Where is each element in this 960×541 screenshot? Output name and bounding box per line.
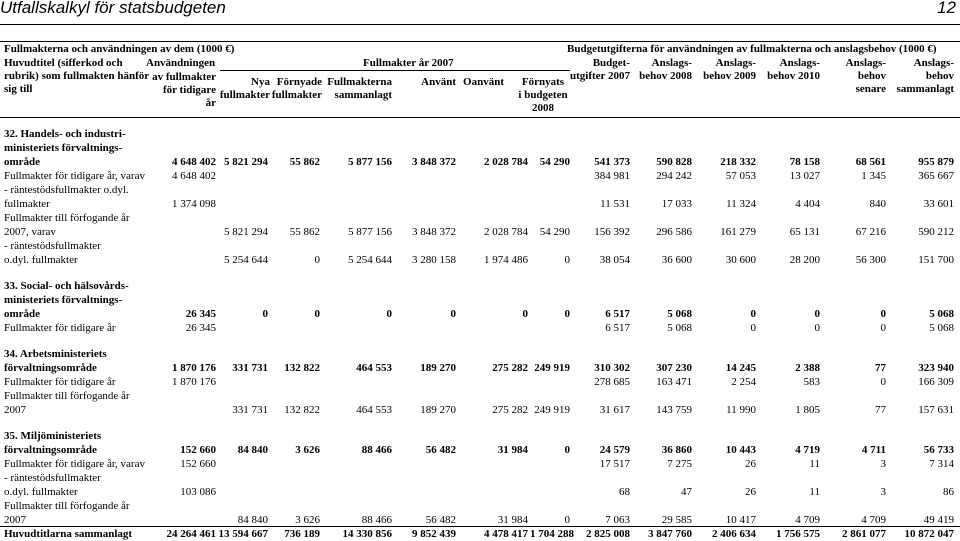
table-cell: 464 553	[356, 362, 392, 374]
table-cell: 541 373	[594, 156, 630, 168]
table-cell: 65 131	[789, 226, 820, 238]
table-cell: 0	[814, 308, 820, 320]
col-header-9: Anslags- behov 2008	[639, 57, 692, 82]
table-cell: 590 828	[656, 156, 692, 168]
table-cell: 77	[875, 362, 886, 374]
row-label: Fullmakter till förfogande år	[4, 390, 130, 402]
header-top-rule	[0, 41, 960, 42]
table-cell: 9 852 439	[412, 528, 456, 540]
row-label: förvaltningsområde	[4, 362, 97, 374]
table-cell: 307 230	[656, 362, 692, 374]
row-label: - räntestödsfullmakter	[4, 472, 101, 484]
row-label: 32. Handels- och industri-	[4, 128, 126, 140]
table-cell: 5 068	[667, 322, 692, 334]
table-cell: 6 517	[605, 322, 630, 334]
row-label: Fullmakter till förfogande år	[4, 500, 130, 512]
table-cell: 56 482	[425, 514, 456, 526]
table-cell: 1 704 288	[530, 528, 574, 540]
fullmakter-2007-label: Fullmakter år 2007	[363, 57, 454, 69]
table-cell: 26 345	[185, 322, 216, 334]
table-cell: 1 374 098	[172, 198, 216, 210]
table-cell: 151 700	[918, 254, 954, 266]
col-header-1: av fullmakter för tidigare år	[152, 71, 216, 109]
table-cell: 132 822	[284, 362, 320, 374]
table-cell: 2 028 784	[484, 226, 528, 238]
table-cell: 1 870 176	[172, 362, 216, 374]
table-cell: 56 482	[425, 444, 456, 456]
table-cell: 14 330 856	[342, 528, 392, 540]
table-cell: 30 600	[725, 254, 756, 266]
table-cell: 5 254 644	[224, 254, 268, 266]
table-cell: 56 300	[855, 254, 886, 266]
table-cell: 310 302	[594, 362, 630, 374]
table-cell: 36 860	[661, 444, 692, 456]
table-cell: 103 086	[180, 486, 216, 498]
table-cell: 0	[314, 308, 320, 320]
table-cell: 0	[564, 444, 570, 456]
table-cell: 11	[809, 486, 820, 498]
table-cell: 189 270	[420, 362, 456, 374]
usage-label: Användningen	[146, 57, 216, 69]
header-bottom-rule	[0, 117, 960, 118]
table-cell: 2 388	[795, 362, 820, 374]
table-cell: 1 805	[795, 404, 820, 416]
table-cell: 31 984	[497, 514, 528, 526]
table-cell: 323 940	[918, 362, 954, 374]
table-cell: 67 216	[855, 226, 886, 238]
table-cell: 331 731	[232, 404, 268, 416]
col-header-8: Budget- utgifter 2007	[570, 57, 630, 82]
table-cell: 17 033	[661, 198, 692, 210]
table-cell: 161 279	[720, 226, 756, 238]
row-label: Fullmakter till förfogande år	[4, 212, 130, 224]
table-cell: 5 068	[929, 308, 954, 320]
row-label: Fullmakter för tidigare år, varav	[4, 170, 145, 182]
row-label: Fullmakter för tidigare år	[4, 376, 116, 388]
table-cell: 1 974 486	[484, 254, 528, 266]
page-title: Utfallskalkyl för statsbudgeten	[0, 0, 226, 17]
table-cell: 0	[814, 322, 820, 334]
header-right-title: Budgetutgifterna för användningen av fullmakterna och anslagsbehov (1000 €)	[567, 43, 937, 55]
table-cell: 365 667	[918, 170, 954, 182]
table-cell: 0	[564, 514, 570, 526]
table-cell: 11 990	[726, 404, 756, 416]
table-cell: 38 054	[599, 254, 630, 266]
table-cell: 36 600	[661, 254, 692, 266]
table-cell: 296 586	[656, 226, 692, 238]
table-cell: 3 626	[295, 514, 320, 526]
col-header-5: Använt	[421, 76, 456, 88]
table-cell: 88 466	[361, 444, 392, 456]
table-cell: 7 063	[605, 514, 630, 526]
table-cell: 5 068	[667, 308, 692, 320]
row-label: område	[4, 308, 41, 320]
table-cell: 249 919	[534, 404, 570, 416]
row-label: område	[4, 156, 41, 168]
row-label: ministeriets förvaltnings-	[4, 142, 123, 154]
row-label: Fullmakter för tidigare år	[4, 322, 116, 334]
row-label: fullmakter	[4, 198, 50, 210]
table-cell: 0	[314, 254, 320, 266]
table-cell: 840	[869, 198, 886, 210]
table-cell: 0	[750, 308, 756, 320]
table-cell: 3	[880, 486, 886, 498]
table-cell: 26 345	[185, 308, 216, 320]
table-cell: 7 275	[667, 458, 692, 470]
row-label: o.dyl. fullmakter	[4, 254, 78, 266]
table-cell: 132 822	[284, 404, 320, 416]
table-cell: 278 685	[594, 376, 630, 388]
table-cell: 4 709	[795, 514, 820, 526]
table-cell: 47	[681, 486, 692, 498]
col-header-0: Huvudtitel (sifferkod och rubrik) som fullmakten hänför sig till	[4, 57, 150, 95]
col-header-6: Oanvänt	[463, 76, 504, 88]
table-cell: 17 517	[599, 458, 630, 470]
table-cell: 157 631	[918, 404, 954, 416]
table-cell: 2 825 008	[586, 528, 630, 540]
table-cell: 5 877 156	[348, 156, 392, 168]
table-cell: 590 212	[918, 226, 954, 238]
table-cell: 77	[875, 404, 886, 416]
table-cell: 49 419	[923, 514, 954, 526]
table-cell: 10 443	[725, 444, 756, 456]
table-cell: 56 733	[923, 444, 954, 456]
table-cell: 68	[619, 486, 630, 498]
table-cell: 13 027	[789, 170, 820, 182]
table-cell: 26	[745, 458, 756, 470]
row-label: 2007, varav	[4, 226, 56, 238]
table-cell: 5 877 156	[348, 226, 392, 238]
row-label: förvaltningsområde	[4, 444, 97, 456]
table-cell: 0	[450, 308, 456, 320]
col-header-7: Förnyats i budgeten 2008	[518, 76, 568, 114]
table-cell: 29 585	[661, 514, 692, 526]
table-cell: 218 332	[720, 156, 756, 168]
row-label: 2007	[4, 514, 26, 526]
table-cell: 31 984	[497, 444, 528, 456]
table-cell: 0	[386, 308, 392, 320]
table-cell: 4 478 417	[484, 528, 528, 540]
row-label: Fullmakter för tidigare år, varav	[4, 458, 145, 470]
table-cell: 736 189	[284, 528, 320, 540]
col-header-12: Anslags- behov senare	[845, 57, 886, 95]
table-cell: 5 821 294	[224, 156, 268, 168]
table-cell: 10 417	[725, 514, 756, 526]
header-rule	[0, 24, 960, 25]
row-label: 33. Social- och hälsovårds-	[4, 280, 129, 292]
table-cell: 156 392	[594, 226, 630, 238]
table-cell: 4 404	[795, 198, 820, 210]
row-label: 2007	[4, 404, 26, 416]
table-cell: 275 282	[492, 362, 528, 374]
table-cell: 275 282	[492, 404, 528, 416]
table-cell: 0	[262, 308, 268, 320]
header-left-title: Fullmakterna och användningen av dem (1000 €)	[4, 43, 235, 55]
table-cell: 0	[564, 308, 570, 320]
table-cell: 3 848 372	[412, 156, 456, 168]
table-cell: 7 314	[929, 458, 954, 470]
row-label: o.dyl. fullmakter	[4, 486, 78, 498]
table-cell: 13 594 667	[218, 528, 268, 540]
table-cell: 3 626	[295, 444, 320, 456]
table-cell: 3 848 372	[412, 226, 456, 238]
table-cell: 11	[809, 458, 820, 470]
table-cell: 11 324	[726, 198, 756, 210]
col-header-4: Fullmakterna sammanlagt	[327, 76, 392, 101]
table-cell: 54 290	[539, 226, 570, 238]
table-cell: 0	[880, 308, 886, 320]
col-header-2: Nya fullmakter	[219, 76, 270, 101]
table-cell: 84 840	[237, 514, 268, 526]
table-cell: 143 759	[656, 404, 692, 416]
row-label: - räntestödsfullmakter	[4, 240, 101, 252]
table-cell: 1 756 575	[776, 528, 820, 540]
table-cell: 955 879	[918, 156, 954, 168]
col-header-11: Anslags- behov 2010	[767, 57, 820, 82]
col-header-13: Anslags- behov sammanlagt	[896, 57, 954, 95]
page-number: 12	[937, 0, 956, 17]
fullmakter-2007-rule	[220, 70, 570, 71]
row-label: 34. Arbetsministeriets	[4, 348, 107, 360]
table-cell: 4 709	[861, 514, 886, 526]
row-label: 35. Miljöministeriets	[4, 430, 102, 442]
table-cell: 3 280 158	[412, 254, 456, 266]
table-cell: 14 245	[725, 362, 756, 374]
table-cell: 68 561	[855, 156, 886, 168]
table-cell: 189 270	[420, 404, 456, 416]
table-cell: 583	[803, 376, 820, 388]
table-cell: 1 345	[861, 170, 886, 182]
table-cell: 57 053	[725, 170, 756, 182]
table-cell: 4 648 402	[172, 156, 216, 168]
table-cell: 88 466	[361, 514, 392, 526]
table-cell: 0	[750, 322, 756, 334]
table-cell: 163 471	[656, 376, 692, 388]
table-cell: 0	[522, 308, 528, 320]
table-cell: 331 731	[232, 362, 268, 374]
table-cell: 384 981	[594, 170, 630, 182]
table-cell: 55 862	[289, 156, 320, 168]
table-cell: 0	[564, 254, 570, 266]
table-cell: 84 840	[237, 444, 268, 456]
table-cell: 11 531	[600, 198, 630, 210]
table-cell: 0	[880, 376, 886, 388]
row-label: - räntestödsfullmakter o.dyl.	[4, 184, 129, 196]
table-cell: 294 242	[656, 170, 692, 182]
table-cell: 5 068	[929, 322, 954, 334]
table-cell: 3	[880, 458, 886, 470]
table-cell: 6 517	[605, 308, 630, 320]
table-cell: 26	[745, 486, 756, 498]
table-cell: 10 872 047	[904, 528, 954, 540]
table-cell: 4 719	[795, 444, 820, 456]
table-cell: 2 406 634	[712, 528, 756, 540]
table-cell: 24 264 461	[166, 528, 216, 540]
table-cell: 78 158	[789, 156, 820, 168]
table-cell: 5 254 644	[348, 254, 392, 266]
row-label: ministeriets förvaltnings-	[4, 294, 123, 306]
table-cell: 249 919	[534, 362, 570, 374]
table-cell: 0	[880, 322, 886, 334]
table-cell: 152 660	[180, 444, 216, 456]
table-cell: 2 028 784	[484, 156, 528, 168]
table-cell: 54 290	[539, 156, 570, 168]
table-cell: 4 711	[861, 444, 886, 456]
table-cell: 31 617	[599, 404, 630, 416]
table-cell: 28 200	[789, 254, 820, 266]
table-cell: 24 579	[599, 444, 630, 456]
table-cell: 33 601	[923, 198, 954, 210]
table-cell: 166 309	[918, 376, 954, 388]
table-cell: 3 847 760	[648, 528, 692, 540]
col-header-3: Förnyade fullmakter	[271, 76, 322, 101]
table-cell: 152 660	[180, 458, 216, 470]
table-cell: 55 862	[289, 226, 320, 238]
col-header-10: Anslags- behov 2009	[703, 57, 756, 82]
table-cell: 464 553	[356, 404, 392, 416]
table-cell: 2 254	[731, 376, 756, 388]
table-cell: 86	[943, 486, 954, 498]
table-cell: 4 648 402	[172, 170, 216, 182]
table-cell: 2 861 077	[842, 528, 886, 540]
row-label: Huvudtitlarna sammanlagt	[4, 528, 133, 540]
table-cell: 5 821 294	[224, 226, 268, 238]
table-cell: 1 870 176	[172, 376, 216, 388]
